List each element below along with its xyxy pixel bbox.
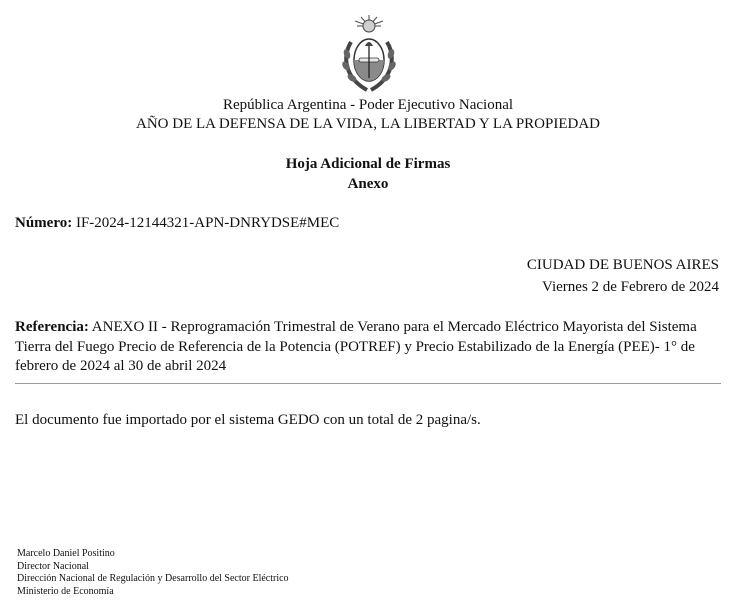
number-label: Número:	[15, 215, 73, 231]
coat-of-arms-seal	[337, 12, 401, 94]
year-motto-line: AÑO DE LA DEFENSA DE LA VIDA, LA LIBERTAD Y LA PROPIEDAD	[135, 116, 600, 132]
signature-block	[17, 548, 289, 598]
signer-ministry: Ministerio de Economía	[17, 585, 114, 597]
page-title: Hoja Adicional de Firmas	[285, 156, 451, 172]
document-number	[15, 215, 339, 232]
signer-office: Dirección Nacional de Regulación y Desarrollo del Sector Eléctrico	[17, 573, 289, 585]
city: CIUDAD DE BUENOS AIRES	[526, 257, 719, 273]
signer-title: Director Nacional	[17, 560, 89, 572]
import-notice: El documento fue importado por el sistema GEDO con un total de 2 pagina/s.	[15, 412, 481, 428]
signer-name: Marcelo Daniel Positino	[17, 548, 115, 559]
number-value: IF-2024-12144321-APN-DNRYDSE#MEC	[75, 215, 340, 231]
divider	[15, 383, 721, 384]
reference	[15, 318, 720, 377]
reference-text: ANEXO II - Reprogramación Trimestral de Verano para el Mercado Eléctrico Mayorista del Sistema Tierra del Fuego Precio de Referencia de la Potencia (POTREF) y Precio Estabilizado de la Energía (PEE)- 1° de febrero de 2024 al 30 de abril 2024	[15, 319, 697, 374]
document-date: Viernes 2 de Febrero de 2024	[542, 279, 719, 295]
issuer-line: República Argentina - Poder Ejecutivo Nacional	[222, 97, 514, 113]
reference-label: Referencia:	[15, 319, 89, 335]
page-subtitle: Anexo	[347, 176, 389, 192]
